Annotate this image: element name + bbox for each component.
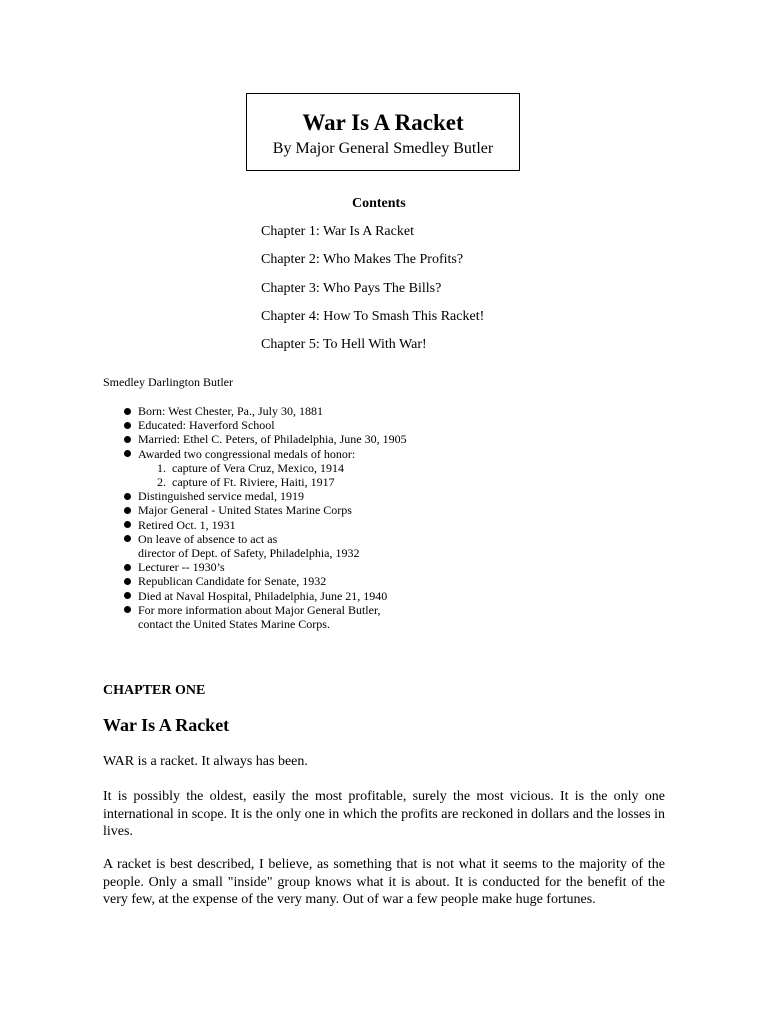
bullet-icon — [124, 578, 131, 585]
bio-fact — [120, 532, 407, 560]
bio-fact-text: Educated: Haverford School — [138, 418, 275, 433]
bio-fact — [120, 589, 407, 603]
bullet-icon — [124, 450, 131, 457]
medal-item — [138, 461, 407, 475]
bio-fact-text: On leave of absence to act as — [138, 531, 278, 546]
bio-fact-text: Republican Candidate for Senate, 1932 — [138, 574, 327, 589]
title-box — [246, 93, 520, 171]
bio-fact — [120, 404, 407, 418]
contents-heading: Contents — [352, 196, 406, 211]
bullet-icon — [124, 564, 131, 571]
bullet-icon — [124, 507, 131, 514]
medal-text: capture of Vera Cruz, Mexico, 1914 — [172, 460, 345, 475]
bio-fact-text: Lecturer -- 1930’s — [138, 560, 225, 575]
bio-fact-text: director of Dept. of Safety, Philadelphia, 1932 — [138, 546, 360, 561]
bio-fact-text: Awarded two congressional medals of honor: — [138, 446, 356, 461]
bio-fact — [120, 432, 407, 446]
bio-fact — [120, 503, 407, 517]
medal-number: 1. — [157, 460, 166, 475]
bio-fact-text: Major General - United States Marine Corps — [138, 503, 352, 518]
bio-fact — [120, 447, 407, 490]
paragraph-1: WAR is a racket. It always has been. — [103, 754, 308, 769]
bullet-icon — [124, 436, 131, 443]
bullet-icon — [124, 606, 131, 613]
medal-number: 2. — [157, 475, 166, 490]
contents-item-3: Chapter 3: Who Pays The Bills? — [261, 280, 442, 296]
bio-fact — [120, 574, 407, 588]
medal-text: capture of Ft. Riviere, Haiti, 1917 — [172, 475, 335, 490]
bullet-icon — [124, 535, 131, 542]
bio-fact — [120, 418, 407, 432]
bio-fact-text: Retired Oct. 1, 1931 — [138, 517, 236, 532]
document-title: War Is A Racket — [302, 110, 464, 135]
bullet-icon — [124, 422, 131, 429]
bio-fact-text: For more information about Major General Butler, — [138, 602, 381, 617]
bio-fact — [120, 560, 407, 574]
bio-facts-list — [120, 404, 407, 631]
contents-item-1: Chapter 1: War Is A Racket — [261, 224, 414, 239]
bio-fact — [120, 518, 407, 532]
bio-fact — [120, 603, 407, 631]
bullet-icon — [124, 408, 131, 415]
bio-fact-text: contact the United States Marine Corps. — [138, 617, 330, 632]
bullet-icon — [124, 592, 131, 599]
bio-name: Smedley Darlington Butler — [103, 375, 233, 389]
bio-fact-text: Born: West Chester, Pa., July 30, 1881 — [138, 404, 323, 418]
paragraph-2: It is possibly the oldest, easily the most profitable, surely the most vicious. It is the only one international in scope. It is the only one in which the profits are reckoned in dollars and the losses in lives. — [103, 789, 665, 839]
contents-list — [261, 223, 484, 364]
contents-item-5: Chapter 5: To Hell With War! — [261, 337, 427, 353]
chapter-title: War Is A Racket — [103, 715, 230, 735]
bullet-icon — [124, 521, 131, 528]
document-author: By Major General Smedley Butler — [272, 140, 494, 157]
medals-list — [138, 461, 407, 489]
medal-item — [138, 475, 407, 489]
contents-item-2: Chapter 2: Who Makes The Profits? — [261, 252, 464, 268]
bio-fact-text: Married: Ethel C. Peters, of Philadelphia, June 30, 1905 — [138, 432, 407, 447]
bio-fact-text: Died at Naval Hospital, Philadelphia, June 21, 1940 — [138, 588, 388, 603]
bullet-icon — [124, 493, 131, 500]
bio-fact — [120, 489, 407, 503]
paragraph-3: A racket is best described, I believe, as something that is not what it seems to the majority of the people. Only a small "inside" group knows what it is about. It is conducted for the benefit of the very few, at the expense of the very many. Out of war a few people make huge fortunes. — [103, 857, 665, 907]
chapter-label: CHAPTER ONE — [103, 683, 206, 698]
bio-fact-text: Distinguished service medal, 1919 — [138, 489, 304, 504]
contents-item-4: Chapter 4: How To Smash This Racket! — [261, 308, 485, 324]
